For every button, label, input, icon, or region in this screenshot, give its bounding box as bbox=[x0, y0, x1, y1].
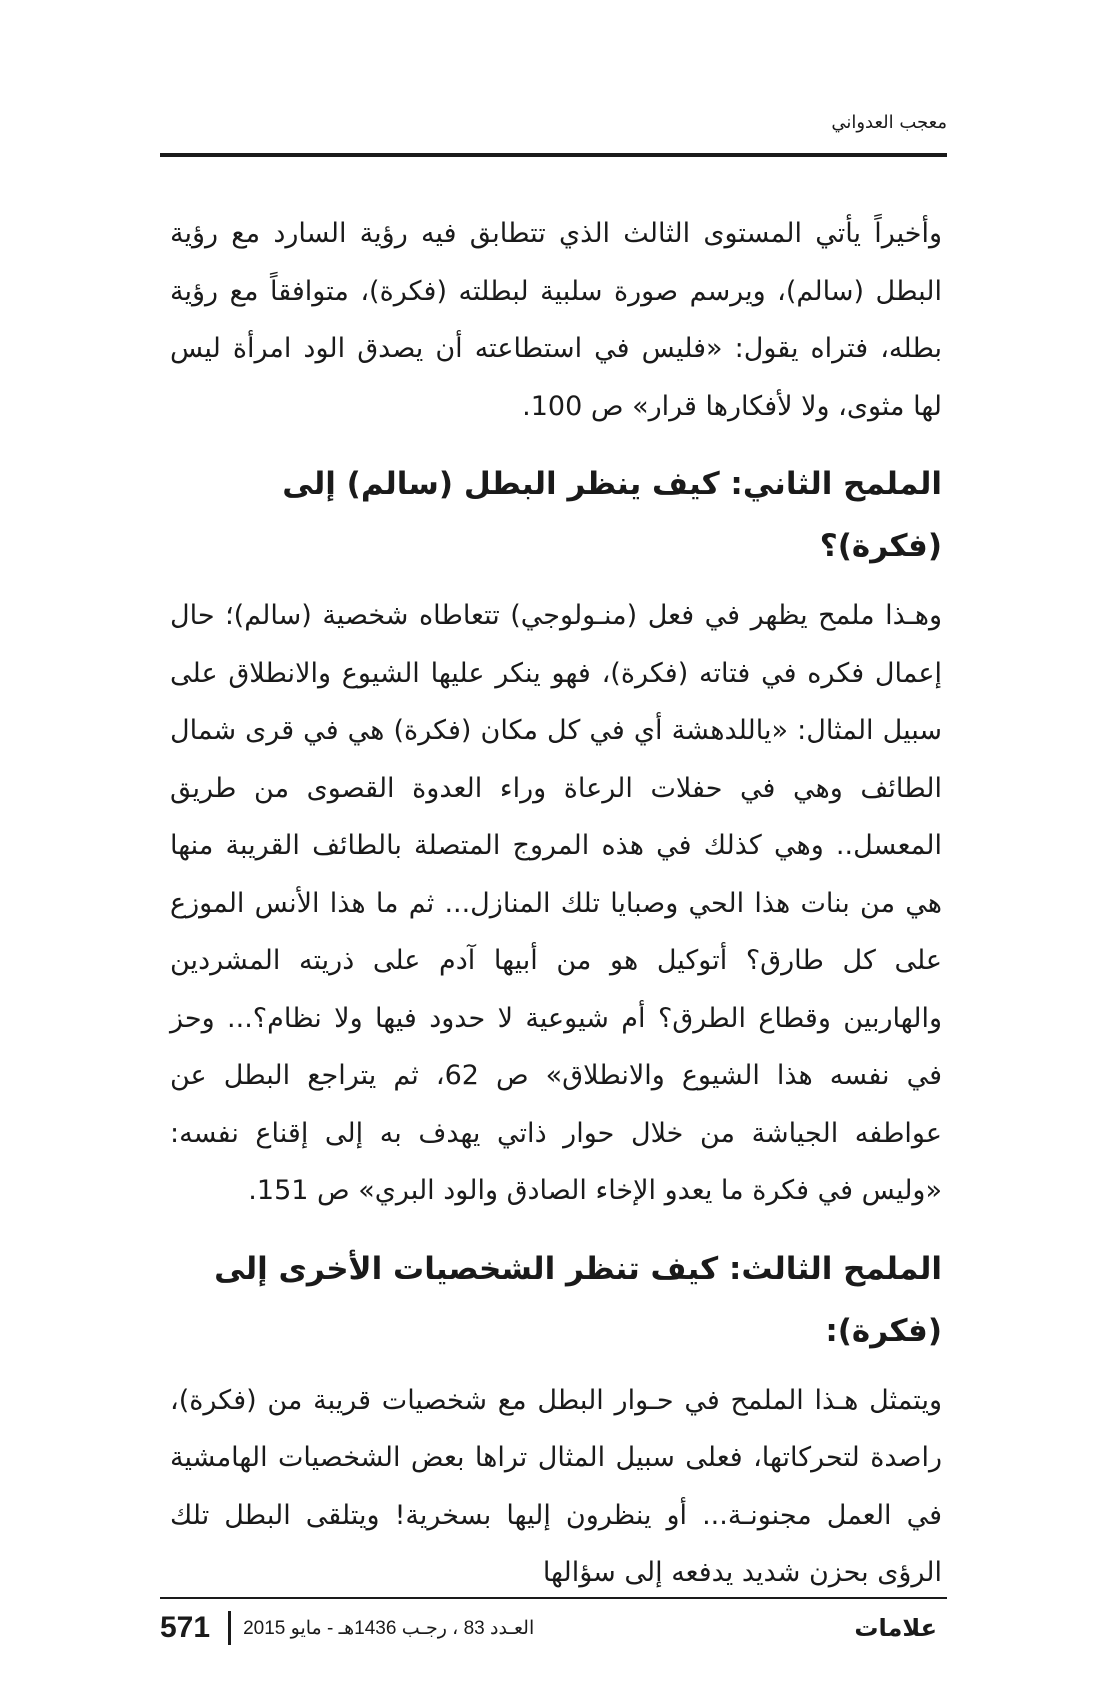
running-header-author: معجب العدواني bbox=[831, 112, 947, 133]
issue-info: العـدد 83 ، رجـب 1436هـ - مايو 2015 bbox=[243, 1617, 535, 1639]
footer-rule bbox=[160, 1597, 947, 1599]
paragraph-1: وأخيراً يأتي المستوى الثالث الذي تتطابق فيه رؤية السارد مع رؤية البطل (سالم)، ويرسم صورة سلبية لبطلته (فكرة)، متوافقاً مع رؤية بطله، فتراه يقول: «فليس في استطاعته أن يصدق الود امرأة ليس لها مثوى، ولا لأفكارها قرار» ص 100. bbox=[170, 218, 942, 422]
paragraph-3: ويتمثل هـذا الملمح في حـوار البطل مع شخصيات قريبة من (فكرة)، راصدة لتحركاتها، فعلى سبيل المثال تراها بعض الشخصيات الهامشية في العمل مجنونـة... أو ينظرون إليها بسخرية! ويتلقى البطل تلك الرؤى بحزن شديد يدفعه إلى سؤالها bbox=[170, 1384, 942, 1588]
section-heading-2: الملمح الثاني: كيف ينظر البطل (سالم) إلى (فكرة)؟ bbox=[282, 466, 942, 564]
article-body bbox=[170, 205, 942, 1602]
header-rule bbox=[160, 153, 947, 157]
journal-logo: علامات bbox=[854, 1614, 937, 1642]
section-heading-3: الملمح الثالث: كيف تنظر الشخصيات الأخرى إلى (فكرة): bbox=[214, 1250, 942, 1349]
page-footer bbox=[160, 1603, 947, 1653]
paragraph-2: وهـذا ملمح يظهر في فعل (منـولوجي) تتعاطاه شخصية (سالم)؛ حال إعمال فكره في فتاته (فكرة)، فهو ينكر عليها الشيوع والانطلاق على سبيل المثال: «ياللدهشة أي في كل مكان (فكرة) هي في قرى شمال الطائف وهي في حفلات الرعاة وراء العدوة القصوى من طريق المعسل.. وهي كذلك في هذه المروج المتصلة بالطائف القريبة منها هي من بنات هذا الحي وصبايا تلك المنازل... ثم ما هذا الأنس الموزع على كل طارق؟ أتوكيل هو من أبيها آدم على ذريته المشردين والهاربين وقطاع الطرق؟ أم شيوعية لا حدود فيها ولا نظام؟... وحز في نفسه هذا الشيوع والانطلاق» ص 62، ثم يتراجع البطل عن عواطفه الجياشة من خلال حوار ذاتي يهدف به إلى إقناع نفسه: «وليس في فكرة ما يعدو الإخاء الصادق والود البري» ص 151. bbox=[170, 600, 942, 1206]
footer-divider bbox=[228, 1611, 231, 1645]
page-number: 571 bbox=[160, 1611, 211, 1644]
